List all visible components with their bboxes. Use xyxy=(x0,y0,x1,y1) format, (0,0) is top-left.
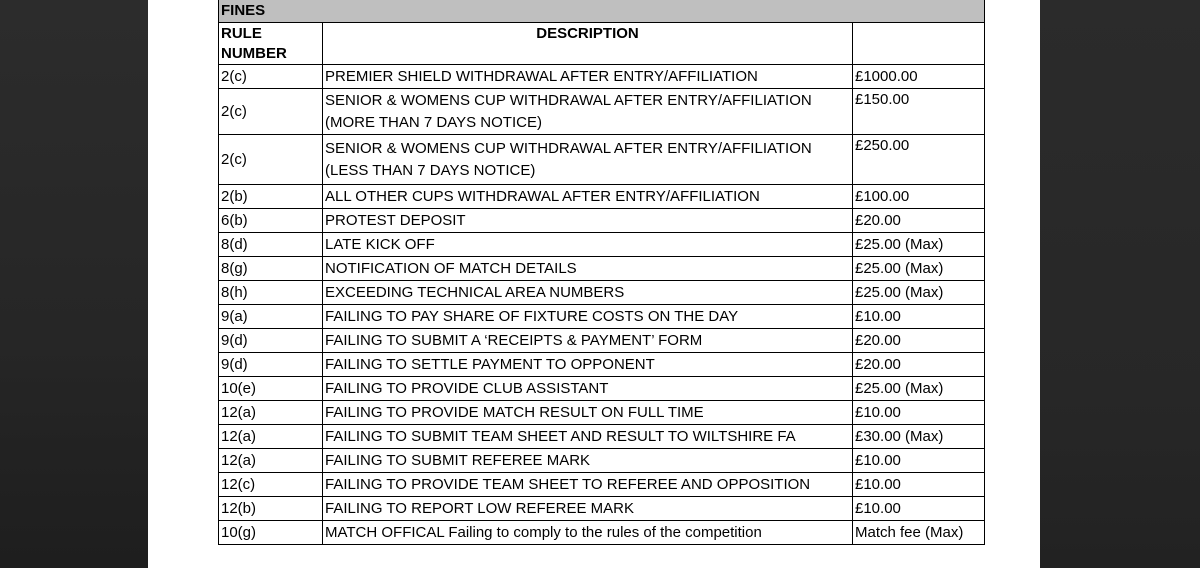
fee-cell: £30.00 (Max) xyxy=(853,425,985,449)
table-row xyxy=(219,209,985,233)
fee-cell: £25.00 (Max) xyxy=(853,377,985,401)
table-row xyxy=(219,449,985,473)
table-row xyxy=(219,401,985,425)
fee-cell: £10.00 xyxy=(853,305,985,329)
rule-header-line2: NUMBER xyxy=(221,45,287,62)
description-cell xyxy=(323,377,853,401)
rule-number-cell: 12(a) xyxy=(219,449,323,473)
description-line: FAILING TO PROVIDE CLUB ASSISTANT xyxy=(325,379,609,397)
description-cell xyxy=(323,353,853,377)
rule-number-cell: 8(h) xyxy=(219,281,323,305)
description-line: SENIOR & WOMENS CUP WITHDRAWAL AFTER ENTRY/AFFILIATION xyxy=(325,139,812,157)
table-row xyxy=(219,497,985,521)
description-line: FAILING TO PAY SHARE OF FIXTURE COSTS ON THE DAY xyxy=(325,307,739,325)
description-line: FAILING TO SUBMIT TEAM SHEET AND RESULT TO WILTSHIRE FA xyxy=(325,427,796,445)
description-cell xyxy=(323,473,853,497)
rule-number-cell: 9(d) xyxy=(219,353,323,377)
fee-cell: £100.00 xyxy=(853,185,985,209)
description-line: FAILING TO SETTLE PAYMENT TO OPPONENT xyxy=(325,355,655,373)
rule-number-cell: 9(d) xyxy=(219,329,323,353)
description-cell xyxy=(323,209,853,233)
fee-cell: Match fee (Max) xyxy=(853,521,985,545)
fee-cell: £10.00 xyxy=(853,497,985,521)
description-line: SENIOR & WOMENS CUP WITHDRAWAL AFTER ENTRY/AFFILIATION xyxy=(325,91,812,109)
rule-number-cell: 2(b) xyxy=(219,185,323,209)
description-line: (MORE THAN 7 DAYS NOTICE) xyxy=(325,113,542,131)
fee-cell: £150.00 xyxy=(853,89,985,135)
rule-number-cell: 6(b) xyxy=(219,209,323,233)
description-cell xyxy=(323,135,853,185)
rule-number-cell: 2(c) xyxy=(219,65,323,89)
table-row xyxy=(219,521,985,545)
fines-body xyxy=(219,65,985,545)
rule-number-cell: 12(a) xyxy=(219,401,323,425)
fee-cell: £25.00 (Max) xyxy=(853,257,985,281)
description-line: FAILING TO PROVIDE TEAM SHEET TO REFEREE AND OPPOSITION xyxy=(325,475,811,493)
rule-number-cell: 12(c) xyxy=(219,473,323,497)
description-line: FAILING TO PROVIDE MATCH RESULT ON FULL TIME xyxy=(325,403,704,421)
fee-cell: £10.00 xyxy=(853,473,985,497)
fee-cell: £10.00 xyxy=(853,401,985,425)
description-cell xyxy=(323,281,853,305)
fines-title: FINES xyxy=(219,0,985,23)
rule-number-cell: 2(c) xyxy=(219,135,323,185)
rule-number-cell: 10(g) xyxy=(219,521,323,545)
rule-number-cell: 2(c) xyxy=(219,89,323,135)
rule-number-header xyxy=(219,23,323,65)
description-cell xyxy=(323,65,853,89)
description-header: DESCRIPTION xyxy=(323,23,853,65)
rule-number-cell: 9(a) xyxy=(219,305,323,329)
background-right xyxy=(1040,0,1200,568)
description-line: (LESS THAN 7 DAYS NOTICE) xyxy=(325,161,536,179)
fee-cell: £1000.00 xyxy=(853,65,985,89)
description-cell xyxy=(323,425,853,449)
fee-cell: £20.00 xyxy=(853,329,985,353)
table-row xyxy=(219,65,985,89)
description-line: LATE KICK OFF xyxy=(325,235,435,253)
table-row xyxy=(219,185,985,209)
description-cell xyxy=(323,329,853,353)
table-row xyxy=(219,353,985,377)
description-cell xyxy=(323,305,853,329)
table-row xyxy=(219,473,985,497)
header-row xyxy=(219,23,985,65)
description-line: FAILING TO SUBMIT REFEREE MARK xyxy=(325,451,591,469)
description-cell xyxy=(323,497,853,521)
fee-cell: £20.00 xyxy=(853,353,985,377)
table-row xyxy=(219,377,985,401)
description-line: NOTIFICATION OF MATCH DETAILS xyxy=(325,259,577,277)
fee-cell: £250.00 xyxy=(853,135,985,185)
table-row xyxy=(219,281,985,305)
description-line: PROTEST DEPOSIT xyxy=(325,211,466,229)
description-cell xyxy=(323,401,853,425)
description-cell xyxy=(323,257,853,281)
rule-number-cell: 10(e) xyxy=(219,377,323,401)
description-cell xyxy=(323,521,853,545)
fee-cell: £10.00 xyxy=(853,449,985,473)
description-line: FAILING TO REPORT LOW REFEREE MARK xyxy=(325,499,634,517)
table-row xyxy=(219,305,985,329)
background-left xyxy=(0,0,148,568)
fee-cell: £20.00 xyxy=(853,209,985,233)
description-cell xyxy=(323,233,853,257)
description-line: MATCH OFFICAL Failing to comply to the rules of the competition xyxy=(325,523,762,541)
fines-title-row xyxy=(219,0,985,23)
table-row xyxy=(219,257,985,281)
fee-cell: £25.00 (Max) xyxy=(853,281,985,305)
description-cell xyxy=(323,185,853,209)
fee-cell: £25.00 (Max) xyxy=(853,233,985,257)
rule-header-line1: RULE xyxy=(221,25,262,42)
fee-header xyxy=(853,23,985,65)
document-page xyxy=(148,0,1040,568)
table-row xyxy=(219,425,985,449)
description-line: PREMIER SHIELD WITHDRAWAL AFTER ENTRY/AFFILIATION xyxy=(325,67,758,85)
table-row xyxy=(219,329,985,353)
description-line: FAILING TO SUBMIT A ‘RECEIPTS & PAYMENT’ FORM xyxy=(325,331,703,349)
table-row xyxy=(219,89,985,135)
table-row xyxy=(219,135,985,185)
rule-number-cell: 8(d) xyxy=(219,233,323,257)
table-row xyxy=(219,233,985,257)
rule-number-cell: 12(a) xyxy=(219,425,323,449)
fines-table xyxy=(218,0,985,545)
description-line: EXCEEDING TECHNICAL AREA NUMBERS xyxy=(325,283,625,301)
description-line: ALL OTHER CUPS WITHDRAWAL AFTER ENTRY/AFFILIATION xyxy=(325,187,760,205)
rule-number-cell: 8(g) xyxy=(219,257,323,281)
description-cell xyxy=(323,449,853,473)
description-cell xyxy=(323,89,853,135)
rule-number-cell: 12(b) xyxy=(219,497,323,521)
